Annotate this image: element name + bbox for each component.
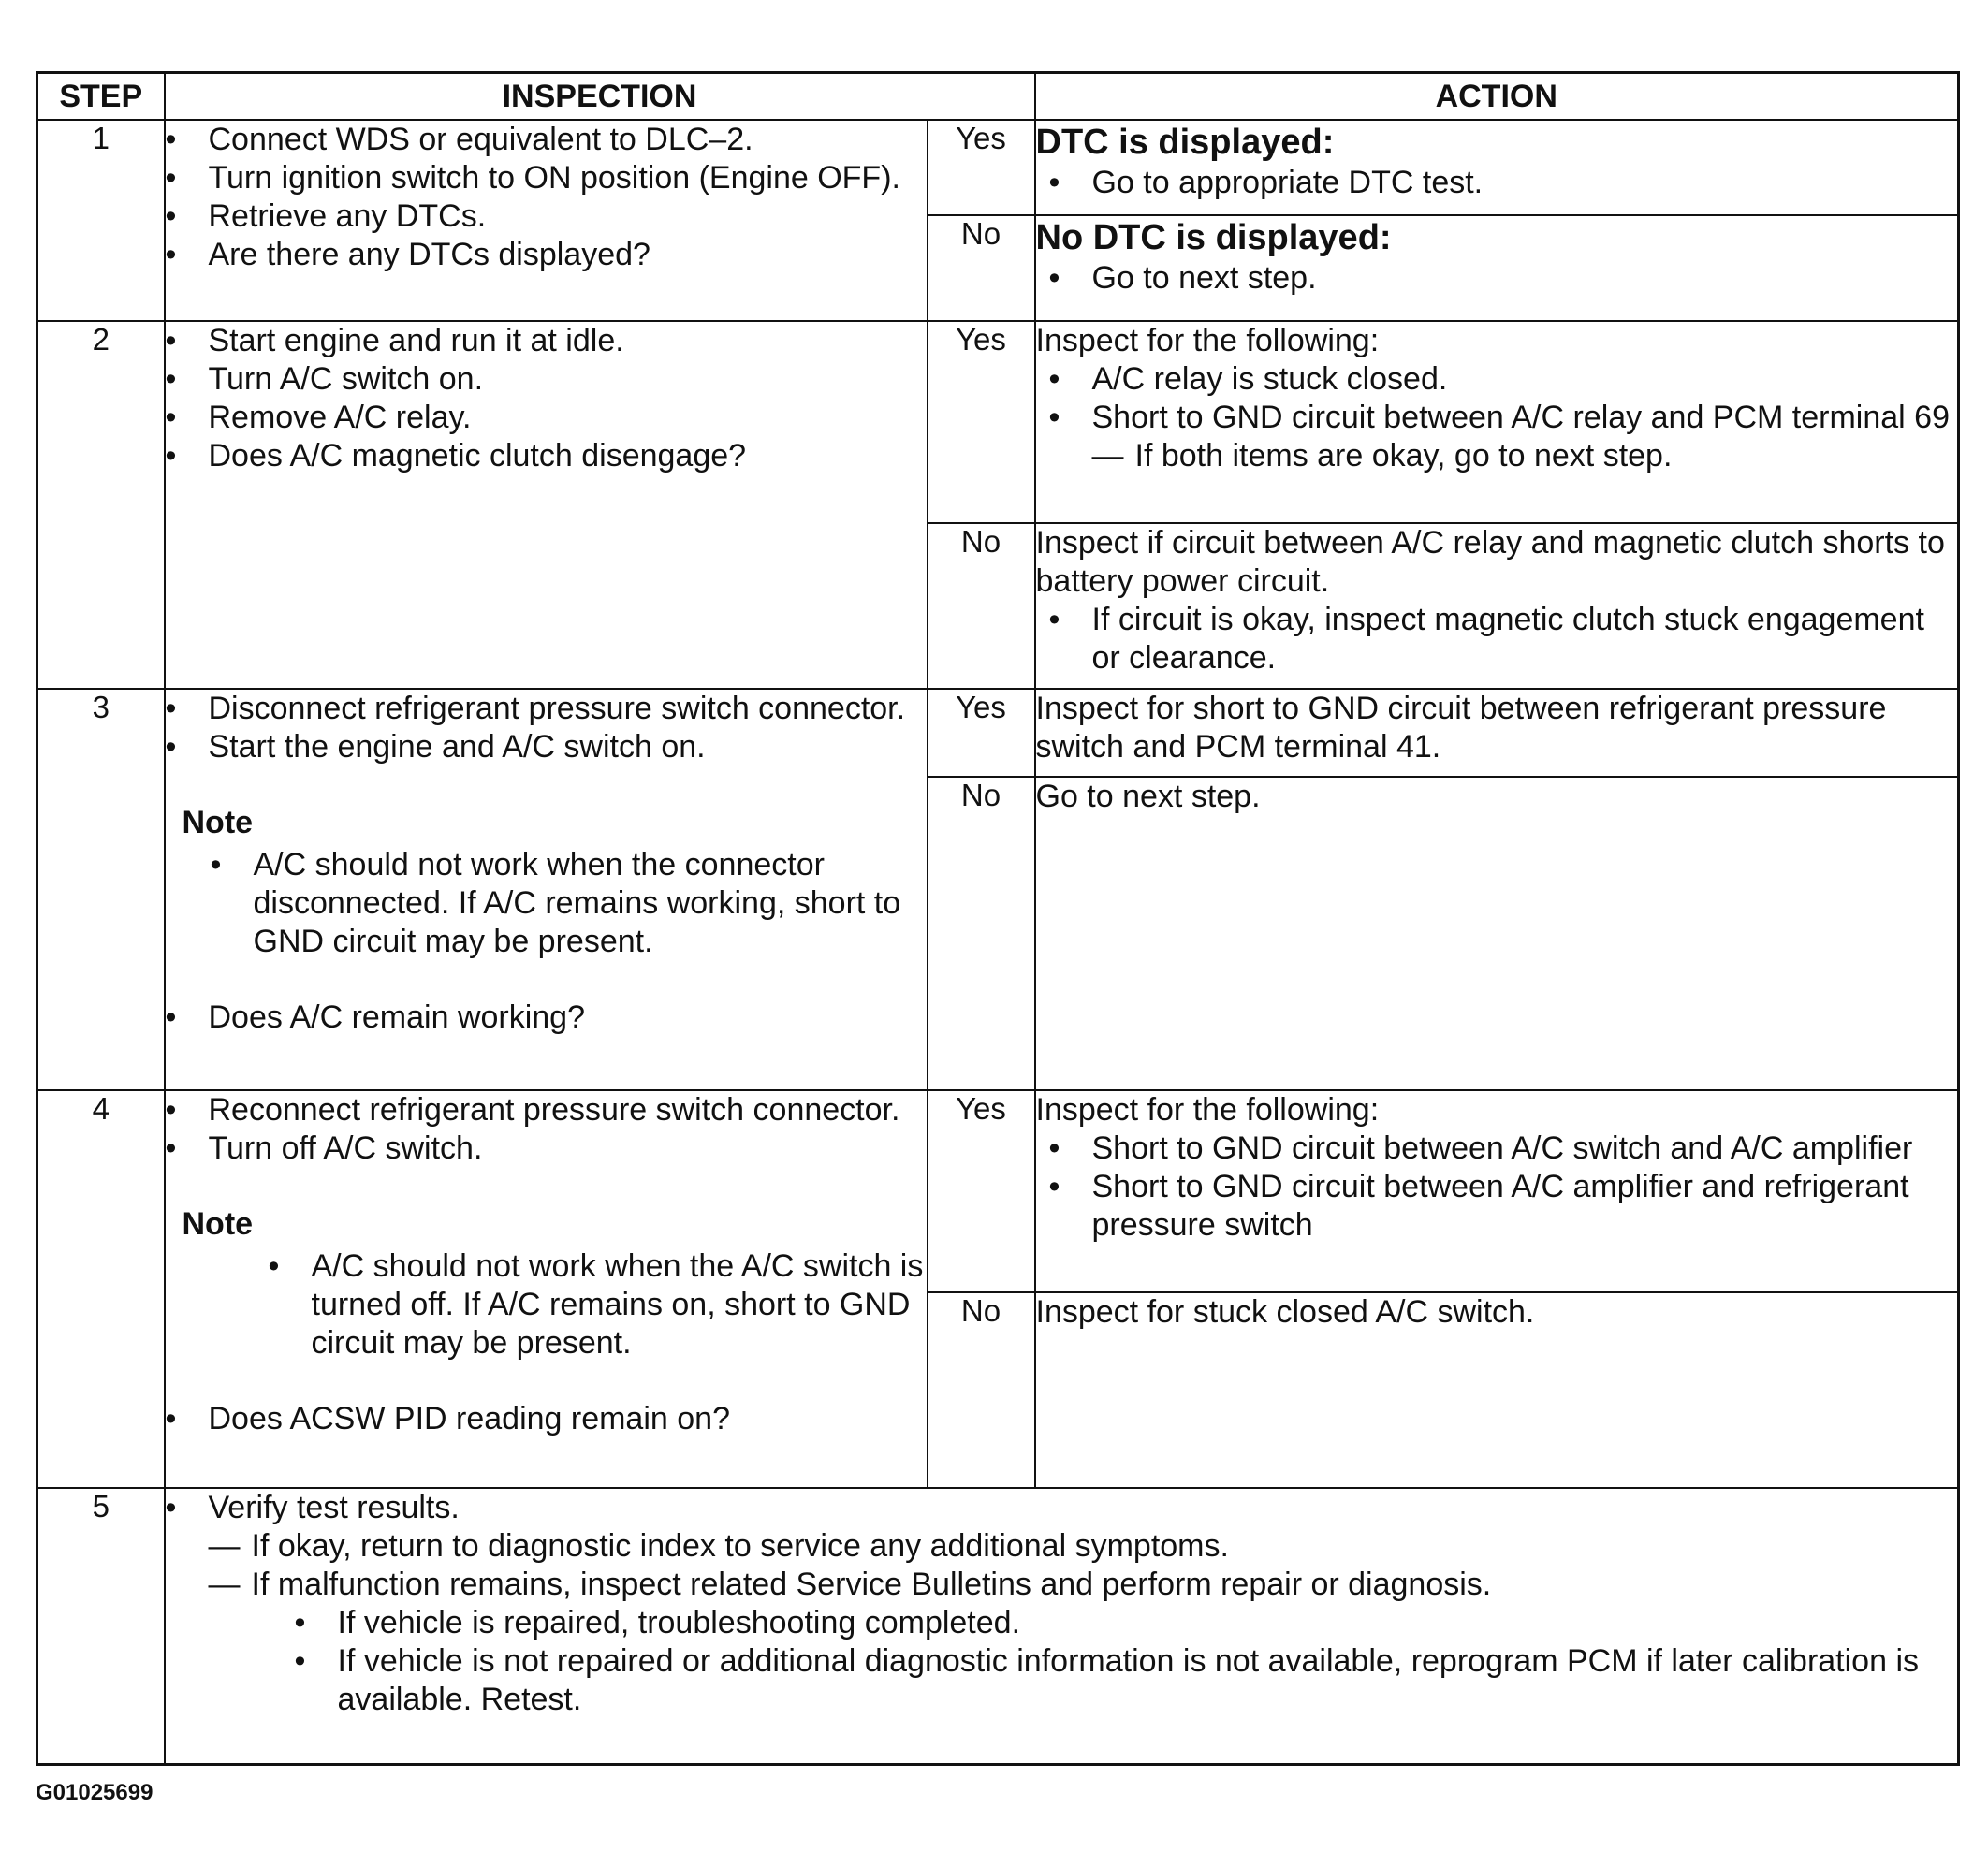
action-item: • Short to GND circuit between A/C switch and A/C amplifier <box>1049 1130 1958 1168</box>
action-text: Inspect for the following: <box>1035 323 1380 358</box>
note-item: • A/C should not work when the connector disconnected. If A/C remains working, short to GND circuit may be present. <box>211 846 927 961</box>
no-label: No <box>928 215 1035 321</box>
final-step-dash: — If malfunction remains, inspect related Service Bulletins and perform repair or diagnosis. <box>209 1566 1958 1604</box>
action-text: Inspect if circuit between A/C relay and magnetic clutch shorts to battery power circuit. <box>1035 525 1945 599</box>
note-heading: Note <box>182 1206 254 1242</box>
inspection-list <box>166 121 927 274</box>
inspection-item: • Reconnect refrigerant pressure switch connector. <box>166 1091 927 1130</box>
inspection-item: • Retrieve any DTCs. <box>166 197 927 236</box>
action-cell <box>1035 1090 1959 1292</box>
inspection-item: • Disconnect refrigerant pressure switch connector. <box>166 690 927 728</box>
inspection-list <box>166 690 927 766</box>
step-2-yes-row <box>37 321 1959 523</box>
action-dash-item: — If both items are okay, go to next step. <box>1092 437 1958 475</box>
yes-label: Yes <box>928 1090 1035 1292</box>
note-item: • A/C should not work when the A/C switch is turned off. If A/C remains on, short to GND circuit may be present. <box>269 1247 927 1363</box>
inspection-cell <box>165 120 928 321</box>
action-cell <box>1035 215 1959 321</box>
step-number: 3 <box>37 689 165 1090</box>
final-step-text: • Verify test results. <box>208 1490 460 1525</box>
action-item: • If circuit is okay, inspect magnetic clutch stuck engagement or clearance. <box>1049 601 1958 678</box>
action-text: Inspect for stuck closed A/C switch. <box>1035 1292 1959 1488</box>
action-cell <box>1035 120 1959 215</box>
inspection-cell <box>165 321 928 689</box>
action-item: • A/C relay is stuck closed. <box>1049 360 1958 399</box>
yes-label: Yes <box>928 120 1035 215</box>
action-cell <box>1035 321 1959 523</box>
action-item: • Short to GND circuit between A/C amplifier and refrigerant pressure switch <box>1049 1168 1958 1245</box>
figure-id: G01025699 <box>36 1780 153 1805</box>
inspection-item: • Start the engine and A/C switch on. <box>166 728 927 766</box>
inspection-item: • Does A/C magnetic clutch disengage? <box>166 437 927 475</box>
inspection-list <box>166 322 927 475</box>
no-label: No <box>928 1292 1035 1488</box>
action-heading: DTC is displayed: <box>1035 123 1335 162</box>
header-row <box>37 73 1959 121</box>
action-text: Inspect for short to GND circuit between refrigerant pressure switch and PCM terminal 41. <box>1035 689 1959 777</box>
final-step-main <box>166 1489 1958 1719</box>
step-5-row <box>37 1488 1959 1764</box>
step-1-yes-row <box>37 120 1959 215</box>
header-step: STEP <box>37 73 165 121</box>
header-action: ACTION <box>1035 73 1959 121</box>
no-label: No <box>928 777 1035 1090</box>
inspection-question: • Does ACSW PID reading remain on? <box>166 1400 927 1438</box>
inspection-item: • Remove A/C relay. <box>166 399 927 437</box>
step-3-yes-row <box>37 689 1959 777</box>
step-number: 5 <box>37 1488 165 1764</box>
header-inspection: INSPECTION <box>165 73 1035 121</box>
step-4-yes-row <box>37 1090 1959 1292</box>
action-text: Go to next step. <box>1035 777 1959 1090</box>
action-cell <box>1035 523 1959 689</box>
diagnostic-table <box>36 71 1960 1766</box>
step-number: 1 <box>37 120 165 321</box>
step-number: 2 <box>37 321 165 689</box>
note-heading: Note <box>182 805 254 840</box>
action-item: • Go to next step. <box>1049 259 1958 298</box>
action-text: Inspect for the following: <box>1035 1092 1380 1128</box>
inspection-item: • Turn A/C switch on. <box>166 360 927 399</box>
action-heading: No DTC is displayed: <box>1035 218 1392 257</box>
final-step-dash: — If okay, return to diagnostic index to service any additional symptoms. <box>209 1527 1958 1566</box>
yes-label: Yes <box>928 689 1035 777</box>
step-number: 4 <box>37 1090 165 1488</box>
action-item: • Short to GND circuit between A/C relay and PCM terminal 69 <box>1049 399 1958 437</box>
yes-label: Yes <box>928 321 1035 523</box>
inspection-list <box>166 1091 927 1168</box>
final-step-cell <box>165 1488 1959 1764</box>
inspection-item: • Are there any DTCs displayed? <box>166 236 927 274</box>
inspection-cell <box>165 689 928 1090</box>
inspection-item: • Turn ignition switch to ON position (Engine OFF). <box>166 159 927 197</box>
no-label: No <box>928 523 1035 689</box>
final-step-sub-item: • If vehicle is repaired, troubleshooting completed. <box>295 1604 1958 1642</box>
action-item: • Go to appropriate DTC test. <box>1049 164 1958 202</box>
inspection-item: • Turn off A/C switch. <box>166 1130 927 1168</box>
inspection-cell <box>165 1090 928 1488</box>
inspection-item: • Start engine and run it at idle. <box>166 322 927 360</box>
final-step-sub-item: • If vehicle is not repaired or additional diagnostic information is not available, reprogram PCM if later calibration is available. Retest. <box>295 1642 1958 1719</box>
inspection-item: • Connect WDS or equivalent to DLC–2. <box>166 121 927 159</box>
inspection-question: • Does A/C remain working? <box>166 999 927 1037</box>
